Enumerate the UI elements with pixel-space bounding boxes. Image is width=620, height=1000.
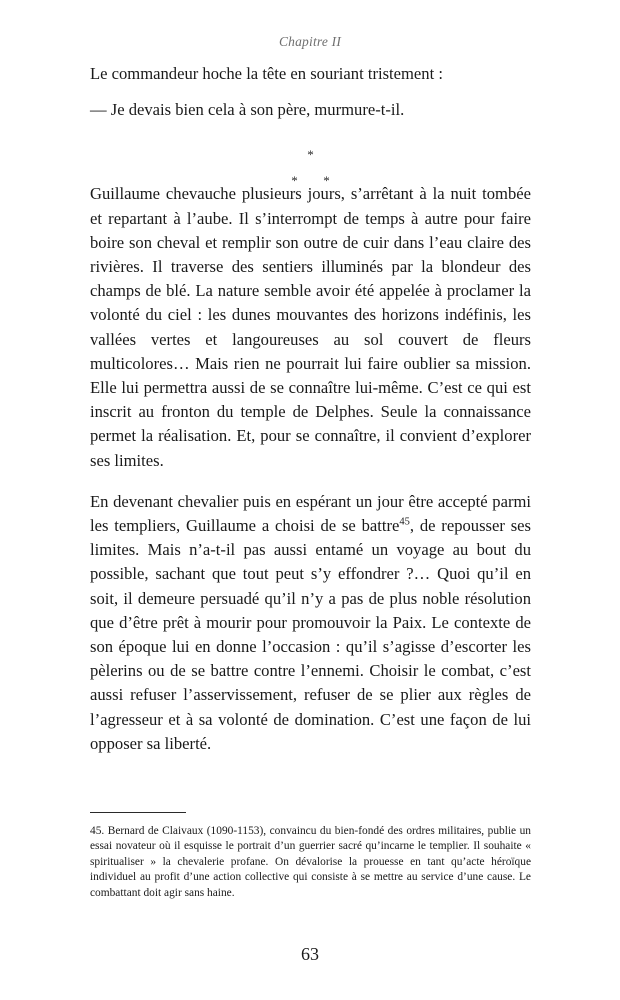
asterisk-right-icon: *: [323, 173, 330, 189]
asterisk-top-icon: *: [307, 147, 314, 163]
asterism-separator: [90, 122, 531, 189]
paragraph-two-text-after-footnote: , de repousser ses limites. Mais n’a-t-il pas aussi entamé un voyage au bout du possible, sachant que tout peut s’y effondrer ?… Quoi qu’il en soit, il demeure persuadé qu’il n’y a pas de plus noble résolution que d’être prêt à mourir pour promouvoir la Paix. Le contexte de son époque lui en donne l’occasion : qu’il s’agisse d’escorter les pèlerins ou de se battre contre l’ennemi. Choisir le combat, c’est aussi refuser l’asservissement, refuser de se plier aux règles de l’agresseur et à sa volonté de domination. C’est une façon de lui opposer sa liberté.: [90, 516, 531, 753]
footnote-reference-marker[interactable]: 45: [399, 516, 410, 528]
dialogue-reply-line: — Je devais bien cela à son père, murmure-t-il.: [90, 100, 405, 120]
asterisk-left-icon: *: [291, 173, 298, 189]
body-text-block: [90, 62, 531, 756]
footnote-area: [90, 812, 531, 901]
running-head: Chapitre II: [278, 34, 342, 49]
footnote-separator-rule: [90, 812, 186, 813]
dialogue-intro-line: Le commandeur hoche la tête en souriant tristement :: [90, 64, 443, 83]
paragraph-one: Guillaume chevauche plusieurs jours, s’arrêtant à la nuit tombée et repartant à l’aube. Il s’interrompt de temps à autre pour faire boire son cheval et remplir son outre de cuir dans l’eau claire des rivières. Il traverse des sentiers illuminés par la blondeur des champs de blé. La nature semble avoir été appelée à proclamer la volonté du ciel : les dunes mouvantes des horizons indéfinis, les vallées vertes et langoureuses au sol couvert de fleurs multicolores… Mais rien ne pourrait lui faire oublier sa mission. Elle lui permettra aussi de se connaître lui-même. C’est ce qui est inscrit au fronton du temple de Delphes. Seule la connaissance permet la réalisation. Et, pour se connaître, il convient d’explorer ses limites.: [90, 184, 531, 470]
paragraph-two-text-before-footnote: En devenant chevalier puis en espérant un jour être accepté parmi les templiers, Guillaume a choisi de se battre: [90, 491, 531, 536]
paragraph-two: [90, 490, 531, 756]
footnote-entry-45: 45. Bernard de Claivaux (1090-1153), convaincu du bien-fondé des ordres militaires, publie un essai novateur où il esquisse le portrait d’un guerrier sacré qu’incarne le templier. Il souhaite « spiritualiser » la chevalerie profane. On dévalorise la prouesse en tant qu’acte héroïque individuel au profit d’une action collective qui consiste à se mettre au service d’une cause. Le combattant doit agir sans haine.: [90, 825, 531, 899]
page-number: 63: [301, 944, 319, 964]
